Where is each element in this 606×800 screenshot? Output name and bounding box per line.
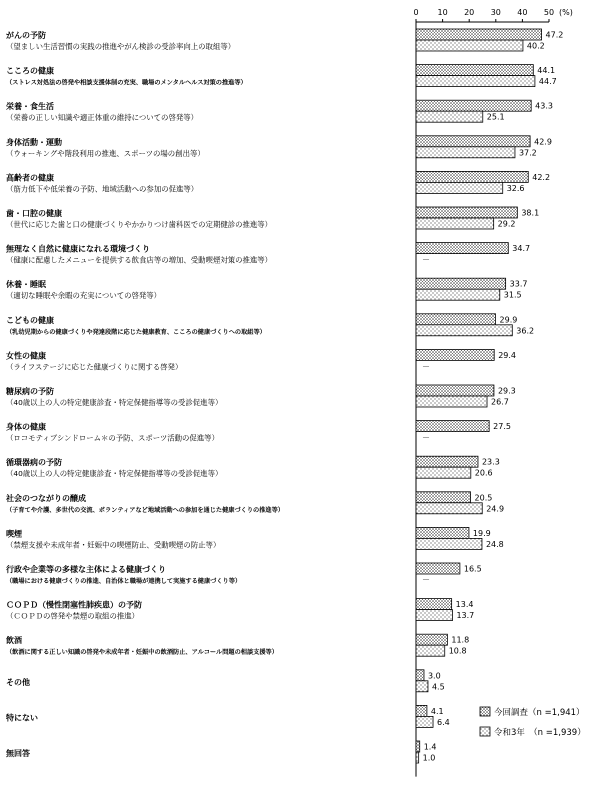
bar-reiwa3 <box>416 503 482 514</box>
category-label: 飲酒 <box>6 636 22 646</box>
category-label: 無理なく自然に健康になれる環境づくり <box>6 244 150 254</box>
value-label: 27.5 <box>493 422 511 432</box>
value-label: 6.4 <box>437 717 450 727</box>
missing-value-label: － <box>422 433 430 443</box>
bar-current-survey <box>416 207 517 218</box>
legend-label: 令和3年 （n =1,939） <box>494 728 586 738</box>
bar-current-survey <box>416 456 478 467</box>
bar-reiwa3 <box>416 182 503 193</box>
value-label: 23.3 <box>481 457 500 467</box>
category-label: 身体活動・運動 <box>6 137 62 147</box>
missing-value-label: － <box>422 255 430 265</box>
category-sublabel: （ライフステージに応じた健康づくりに関する啓発） <box>6 362 183 372</box>
value-label: 24.8 <box>485 539 504 549</box>
bar-current-survey <box>416 670 424 681</box>
x-tick-label: 30 <box>490 8 501 17</box>
bar-reiwa3 <box>416 681 428 692</box>
value-label: 3.0 <box>427 671 441 681</box>
bar-current-survey <box>416 29 542 40</box>
category-label: がんの予防 <box>6 31 46 40</box>
value-label: 36.2 <box>516 326 535 336</box>
value-label: 19.9 <box>472 528 491 538</box>
legend-label: 今回調査（n =1,941） <box>494 708 585 718</box>
bar-current-survey <box>416 563 460 574</box>
x-tick-label: 0 <box>413 8 419 17</box>
bar-reiwa3 <box>416 76 535 87</box>
bar-current-survey <box>416 100 531 111</box>
bar-current-survey <box>416 741 420 752</box>
category-sublabel: （筋力低下や低栄養の予防、地域活動への参加の促進等） <box>6 184 199 194</box>
value-label: 37.2 <box>518 148 537 158</box>
value-label: 4.5 <box>431 682 445 692</box>
category-label: 高齢者の健康 <box>6 173 54 183</box>
category-sublabel: （禁煙支援や未成年者・妊娠中の喫煙防止、受動喫煙の防止等） <box>6 540 221 550</box>
category-label: 行政や企業等の多様な主体による健康づくり <box>6 565 166 574</box>
category-label: 歯・口腔の健康 <box>6 209 62 218</box>
value-label: 42.2 <box>532 172 551 182</box>
category-sublabel: （子育てや介護、多世代の交流、ボランティアなど地域活動への参加を通じた健康づくりの推進等） <box>6 506 284 514</box>
bar-reiwa3 <box>416 218 494 229</box>
category-sublabel: （ウォーキングや階段利用の推進、スポーツの場の創出等） <box>6 148 205 158</box>
category-label: 身体の健康 <box>6 422 46 432</box>
legend-swatch <box>480 707 490 716</box>
x-tick-label: 10 <box>437 8 448 17</box>
value-label: 43.3 <box>535 101 553 111</box>
category-label: 糖尿病の予防 <box>6 387 54 396</box>
category-sublabel: （乳幼児期からの健康づくりや発達段階に応じた健康教育、こころの健康づくりへの取組等） <box>6 328 266 336</box>
value-label: 42.9 <box>534 137 552 147</box>
category-sublabel: （栄養の正しい知識や適正体重の維持についての啓発等） <box>6 113 199 123</box>
category-label: ＣＯＰＤ（慢性閉塞性肺疾患）の予防 <box>6 600 142 610</box>
value-label: 29.4 <box>498 350 517 360</box>
bar-current-survey <box>416 492 471 503</box>
category-sublabel: （ロコモティブシンドローム＊の予防、スポーツ活動の促進等） <box>6 433 219 443</box>
missing-value-label: － <box>422 575 430 585</box>
value-label: 20.6 <box>474 468 493 478</box>
legend-swatch <box>480 727 490 736</box>
bar-current-survey <box>416 171 528 182</box>
bar-current-survey <box>416 136 530 147</box>
value-label: 4.1 <box>430 706 444 716</box>
bar-current-survey <box>416 243 508 254</box>
value-label: 29.9 <box>499 315 518 325</box>
category-sublabel: （40歳以上の人の特定健康診査・特定保健指導等の受診促進等） <box>6 469 223 479</box>
category-sublabel: （世代に応じた歯と口の健康づくりやかかりつけ歯科医での定期健診の推進等） <box>6 220 273 229</box>
value-label: 40.2 <box>526 41 545 51</box>
value-label: 24.9 <box>486 504 505 514</box>
category-label: その他 <box>6 677 30 687</box>
category-sublabel: （健康に配慮したメニューを提供する飲食店等の増加、受動喫煙対策の推進等） <box>6 255 273 265</box>
bar-reiwa3 <box>416 111 483 122</box>
value-label: 1.4 <box>423 742 437 752</box>
category-label: 女性の健康 <box>6 351 46 361</box>
value-label: 26.7 <box>491 397 509 407</box>
bar-reiwa3 <box>416 147 515 158</box>
value-label: 16.5 <box>463 564 482 574</box>
category-sublabel: （望ましい生活習慣の実践の推進やがん検診の受診率向上の取組等） <box>6 42 236 51</box>
category-sublabel: （適切な睡眠や余暇の充実についての啓発等） <box>6 291 162 301</box>
category-label: 特にない <box>6 713 38 723</box>
bar-reiwa3 <box>416 538 482 549</box>
category-label: 喫煙 <box>6 529 22 539</box>
value-label: 13.4 <box>455 600 474 610</box>
bar-reiwa3 <box>416 40 523 51</box>
bar-reiwa3 <box>416 289 500 300</box>
category-sublabel: （40歳以上の人の特定健康診査・特定保健指導等の受診促進等） <box>6 398 223 407</box>
bar-current-survey <box>416 705 427 716</box>
value-label: 47.2 <box>545 30 564 40</box>
bar-reiwa3 <box>416 467 471 478</box>
category-label: 社会のつながりの醸成 <box>6 493 86 503</box>
category-sublabel: （職場における健康づくりの推進、自治体と職場が連携して実施する健康づくり等） <box>6 578 242 585</box>
bar-current-survey <box>416 599 452 610</box>
value-label: 31.5 <box>503 290 522 300</box>
bar-current-survey <box>416 349 494 360</box>
value-label: 44.1 <box>537 66 556 76</box>
bar-reiwa3 <box>416 645 445 656</box>
bar-current-survey <box>416 527 469 538</box>
category-label: 循環器病の予防 <box>6 458 62 468</box>
missing-value-label: － <box>422 361 430 371</box>
x-tick-label: 20 <box>464 8 475 17</box>
value-label: 34.7 <box>512 244 531 254</box>
value-label: 1.0 <box>422 753 436 763</box>
bar-reiwa3 <box>416 396 487 407</box>
category-label: 無回答 <box>6 749 30 758</box>
value-label: 44.7 <box>538 77 557 87</box>
value-label: 29.3 <box>497 386 516 396</box>
value-label: 10.8 <box>448 646 467 656</box>
value-label: 29.2 <box>497 219 516 229</box>
category-sublabel: （ＣＯＰＤの啓発や禁煙の取組の推進） <box>6 611 140 621</box>
bar-reiwa3 <box>416 752 419 763</box>
bar-current-survey <box>416 421 489 432</box>
category-label: 休養・睡眠 <box>6 280 46 290</box>
category-sublabel: （飲酒に関する正しい知識の啓発や未成年者・妊娠中の飲酒防止、アルコール問題の相談支援等） <box>6 649 278 657</box>
bar-current-survey <box>416 385 494 396</box>
bar-current-survey <box>416 314 496 325</box>
value-label: 33.7 <box>509 279 528 289</box>
category-label: 栄養・食生活 <box>6 102 54 112</box>
value-label: 13.7 <box>456 611 475 621</box>
bar-reiwa3 <box>416 610 452 621</box>
bar-current-survey <box>416 278 506 289</box>
value-label: 38.1 <box>521 208 540 218</box>
bar-current-survey <box>416 634 447 645</box>
bar-reiwa3 <box>416 716 433 727</box>
bar-current-survey <box>416 65 533 76</box>
value-label: 25.1 <box>486 112 505 122</box>
x-tick-label: 40 <box>517 8 528 17</box>
x-tick-label: 50 <box>543 8 555 17</box>
bar-reiwa3 <box>416 325 512 336</box>
value-label: 11.8 <box>451 635 470 645</box>
value-label: 32.6 <box>506 183 525 193</box>
category-sublabel: （ストレス対処法の啓発や相談支援体制の充実、職場のメンタルヘルス対策の推進等） <box>6 79 247 87</box>
value-label: 20.5 <box>474 493 493 503</box>
category-labels <box>5 30 284 758</box>
x-unit-label: (%) <box>559 8 573 17</box>
bars <box>416 29 563 763</box>
category-label: こどもの健康 <box>6 315 54 325</box>
legend <box>480 707 586 738</box>
category-label: こころの健康 <box>6 66 54 76</box>
